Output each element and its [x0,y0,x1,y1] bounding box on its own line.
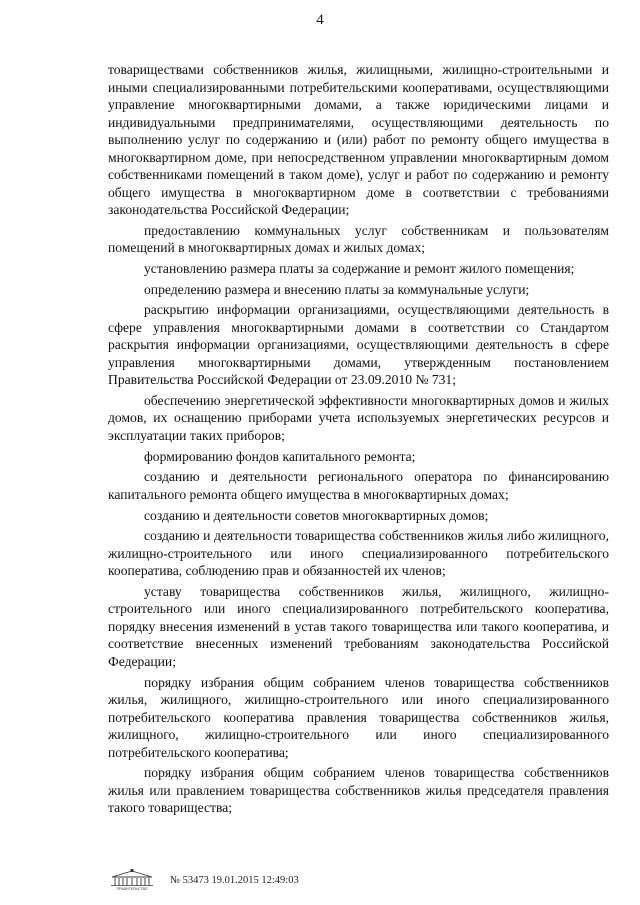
paragraph: определению размера и внесению платы за коммунальные услуги; [144,281,530,297]
footer [108,868,299,892]
paragraph: созданию и деятельности товарищества собственников жилья либо жилищного, жилищно-строительного или иного специализированного потребительского кооператива, соблюдению прав и обязанностей их членов; [108,528,609,579]
page-number: 4 [316,12,324,28]
government-building-seal-icon [108,869,156,891]
paragraph: товариществами собственников жилья, жилищными, жилищно-строительными и иными специализированными потребительскими кооперативами, осуществляющими управление многоквартирными домами, а также юридическими лицами и индивидуальными предпринимателями, осуществляющими деятельность по выполнению услуг по содержанию и (или) работ по ремонту общего имущества в многоквартирном доме, при непосредственном управлении многоквартирным домом собственниками помещений в таком доме), услуг и работ по содержанию и ремонту общего имущества в многоквартирном доме в соответствии с требованиями законодательства Российской Федерации; [108,62,609,217]
paragraph: уставу товарищества собственников жилья, жилищного, жилищно-строительного или иного специализированного потребительского кооператива, порядку внесения изменений в устав такого товарищества или такого кооператива, и соответствие внесенных изменений требованиям законодательства Российской Федерации; [108,583,609,669]
paragraph: порядку избрания общим собранием членов товарищества собственников жилья или правлением товарищества собственников жилья председателя правления такого товарищества; [108,765,609,816]
paragraph: формированию фондов капитального ремонта; [144,448,416,464]
paragraph: раскрытию информации организациями, осуществляющими деятельность в сфере управления многоквартирными домами в соответствии со Стандартом раскрытия информации организациями, осуществляющими деятельность в сфере управления многоквартирными домами, утвержденным постановлением Правительства Российской Федерации от 23.09.2010 № 731; [108,302,609,388]
paragraph: созданию и деятельности советов многоквартирных домов; [144,507,489,523]
paragraph: предоставлению коммунальных услуг собственникам и пользователям помещений в многоквартирных домах и жилых домах; [108,222,609,256]
paragraph: установлению размера платы за содержание и ремонт жилого помещения; [144,260,575,276]
paragraph: обеспечению энергетической эффективности многоквартирных домов и жилых домов, их оснащению приборами учета используемых энергетических ресурсов и эксплуатации таких приборов; [108,392,609,443]
svg-text:ПРАВИТЕЛЬСТВО: ПРАВИТЕЛЬСТВО [116,887,148,891]
paragraph: созданию и деятельности регионального оператора по финансированию капитального ремонта общего имущества в многоквартирных домах; [108,469,609,502]
document-body [108,61,609,820]
paragraph: порядку избрания общим собранием членов товарищества собственников жилья, жилищного, жилищно-строительного или иного специализированного потребительского кооператива правления товарищества собственников жилья, жилищного, жилищно-строительного или иного специализированного потребительского кооператива; [108,674,609,760]
document-registration-stamp: № 53473 19.01.2015 12:49:03 [170,874,299,886]
